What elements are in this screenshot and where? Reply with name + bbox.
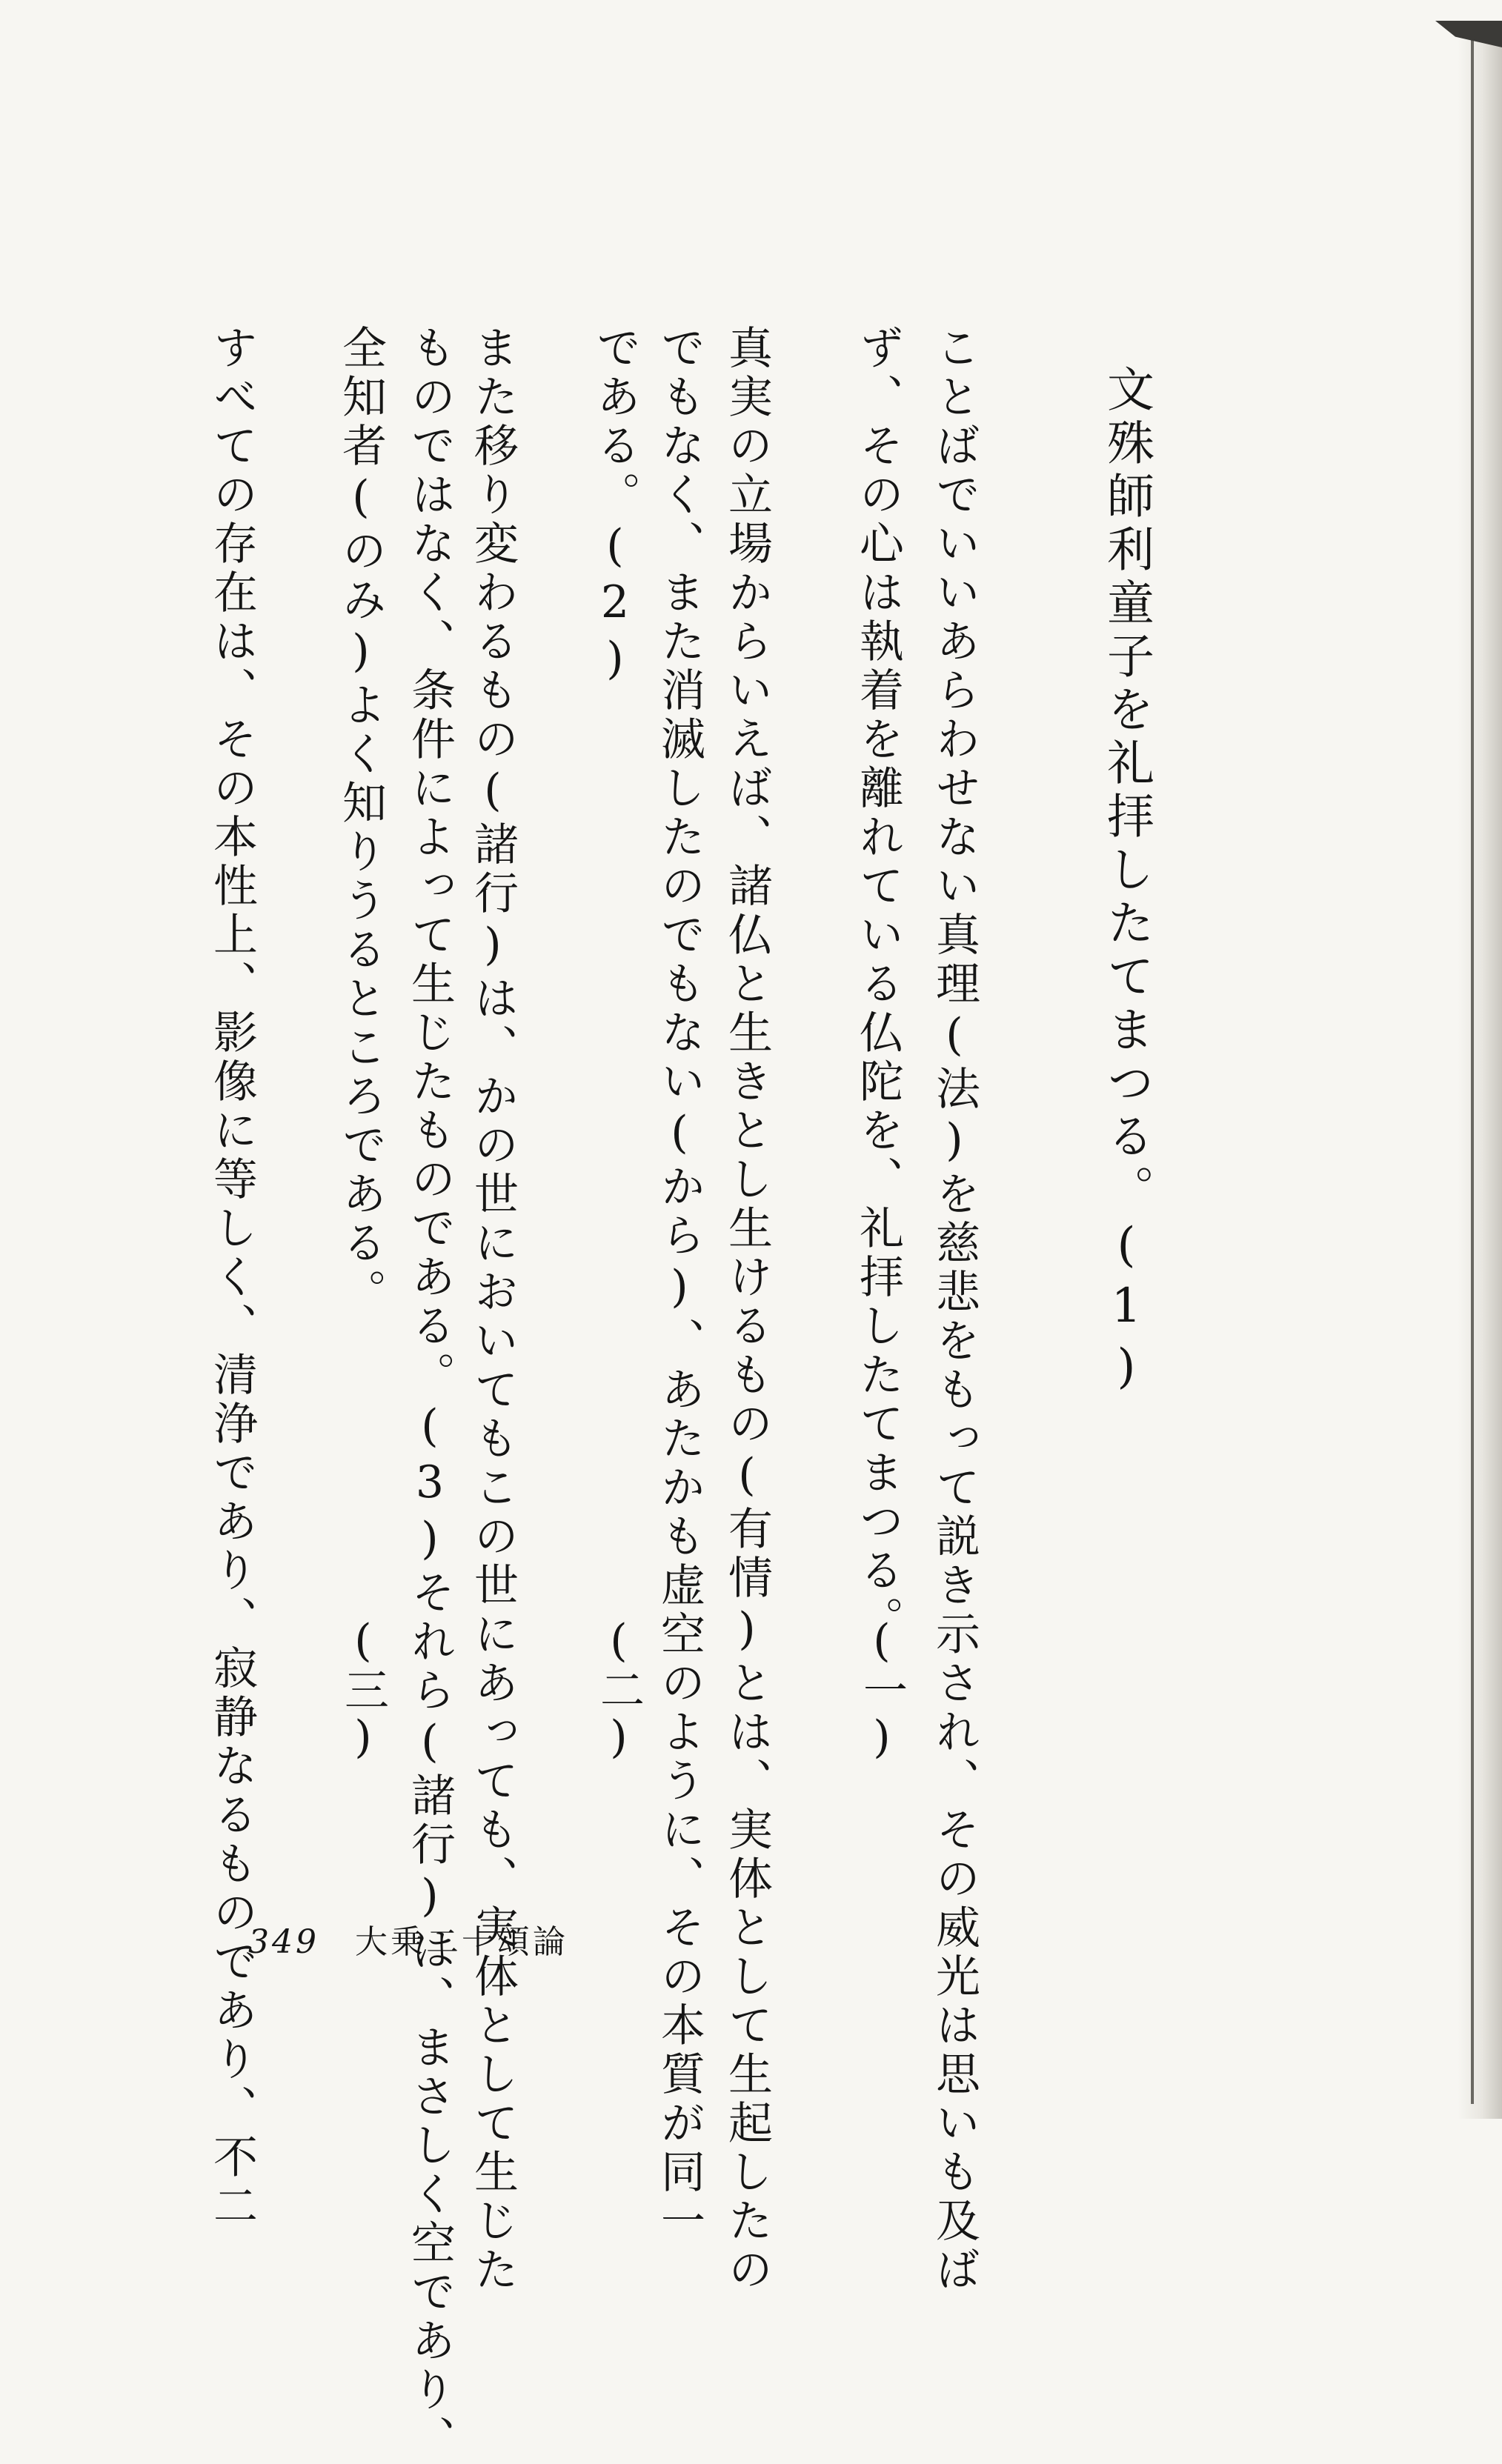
text-column: である。(2) [589, 324, 641, 689]
verse-marker: (二) [593, 1615, 645, 1763]
running-title: 大乗二十頌論 [354, 1923, 568, 1961]
text-column: 全知者(のみ)よく知りうるところである。 [335, 324, 387, 1317]
page-footer [248, 1915, 568, 1962]
text-column: ず、その心は執着を離れている仏陀を、礼拝したてまつる。 [852, 324, 904, 1645]
text-column-title: 文殊師利童子を礼拝したてまつる。(1) [1099, 364, 1154, 1400]
page-number: 349 [248, 1923, 319, 1961]
text-column: ことばでいいあらわせない真理(法)を慈悲をもって説き示され、その威光は思いも及ば [928, 324, 980, 2295]
page-edge [1458, 22, 1502, 2119]
binding-line [1471, 30, 1474, 2104]
verse-marker: (三) [337, 1615, 389, 1763]
verse-marker: (一) [856, 1615, 908, 1763]
text-column: ものではなく、条件によって生じたものである。(3)それら(諸行)は、まさしく空であり、 [404, 324, 456, 2464]
text-column: 真実の立場からいえば、諸仏と生きとし生けるもの(有情)とは、実体として生起したの [721, 324, 773, 2295]
text-column: また移り変わるもの(諸行)は、かの世においてもこの世にあっても、実体として生じた [467, 324, 519, 2295]
text-column: すべての存在は、その本性上、影像に等しく、清浄であり、寂静なるものであり、不二 [206, 324, 258, 2231]
text-column: でもなく、また消滅したのでもない(から)、あたかも虚空のように、その本質が同一 [654, 324, 705, 2246]
